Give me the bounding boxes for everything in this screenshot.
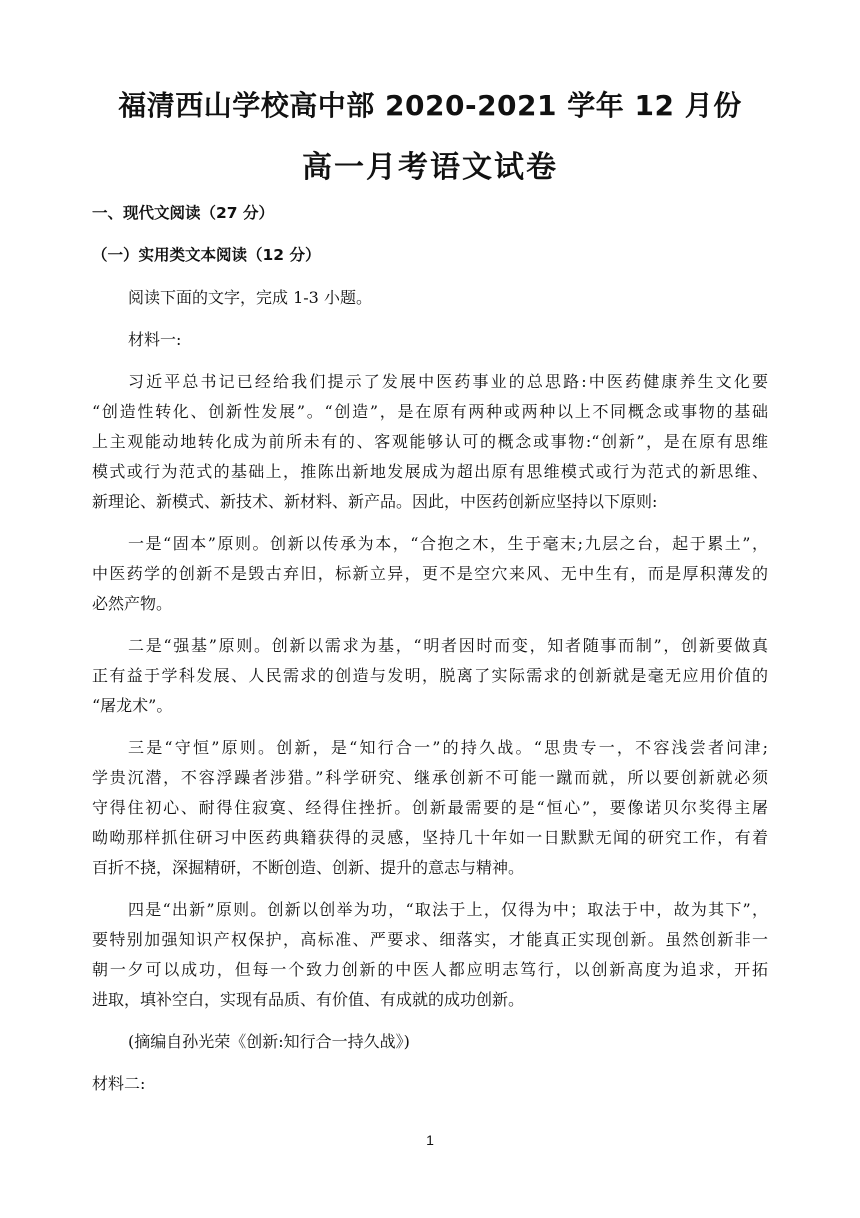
paragraph-line: 学贵沉潜，不容浮躁者涉猎。”科学研究、继承创新不可能一蹴而就，所以要创新就必须	[92, 768, 768, 787]
material1-label: 材料一:	[128, 330, 182, 349]
paragraph-line: 习近平总书记已经给我们提示了发展中医药事业的总思路:中医药健康养生文化要	[128, 372, 768, 391]
paragraph-line: 朝一夕可以成功，但每一个致力创新的中医人都应明志笃行，以创新高度为追求，开拓	[92, 960, 768, 979]
paragraph-line: 上主观能动地转化成为前所未有的、客观能够认可的概念或事物:“创新”，是在原有思维	[92, 432, 768, 451]
page-number: 1	[426, 1132, 434, 1148]
exam-title-line2: 高一月考语文试卷	[302, 150, 558, 185]
paragraph-line: 要特别加强知识产权保护，高标准、严要求、细落实，才能真正实现创新。虽然创新非一	[92, 930, 768, 949]
paragraph-line: 新理论、新模式、新技术、新材料、新产品。因此，中医药创新应坚持以下原则:	[92, 492, 658, 511]
paragraph-line: 守得住初心、耐得住寂寞、经得住挫折。创新最需要的是“恒心”，要像诺贝尔奖得主屠	[92, 798, 768, 817]
source-citation: (摘编自孙光荣《创新:知行合一持久战》)	[128, 1032, 410, 1051]
paragraph-line: 呦呦那样抓住研习中医药典籍获得的灵感，坚持几十年如一日默默无闻的研究工作，有着	[92, 828, 768, 847]
paragraph-line: 正有益于学科发展、人民需求的创造与发明，脱离了实际需求的创新就是毫无应用价值的	[92, 666, 768, 685]
section-heading-modern-reading: 一、现代文阅读（27 分）	[92, 204, 274, 222]
paragraph-line: 进取，填补空白，实现有品质、有价值、有成就的成功创新。	[92, 990, 525, 1009]
paragraph-line: 中医药学的创新不是毁古弃旧，标新立异，更不是空穴来风、无中生有，而是厚积薄发的	[92, 564, 768, 583]
paragraph-line: “屠龙术”。	[92, 696, 173, 715]
paragraph-line: “创造性转化、创新性发展”。“创造”，是在原有两种或两种以上不同概念或事物的基础	[92, 402, 768, 421]
paragraph-line: 四是“出新”原则。创新以创举为功，“取法于上，仅得为中；取法于中，故为其下”，	[128, 900, 768, 919]
paragraph-line: 百折不挠，深掘精研，不断创造、创新、提升的意志与精神。	[92, 858, 525, 877]
paragraph-line: 必然产物。	[92, 594, 173, 613]
exam-title-line1: 福清西山学校高中部 2020-2021 学年 12 月份	[118, 89, 742, 122]
paragraph-line: 一是“固本”原则。创新以传承为本，“合抱之木，生于毫末;九层之台，起于累土”，	[128, 534, 768, 553]
paragraph-line: 三是“守恒”原则。创新，是“知行合一”的持久战。“思贵专一，不容浅尝者问津;	[128, 738, 768, 757]
paragraph-line: 二是“强基”原则。创新以需求为基，“明者因时而变，知者随事而制”，创新要做真	[128, 636, 768, 655]
instruction-text: 阅读下面的文字，完成 1-3 小题。	[128, 288, 372, 307]
material2-label: 材料二:	[92, 1074, 146, 1093]
paragraph-line: 模式或行为范式的基础上，推陈出新地发展成为超出原有思维模式或行为范式的新思维、	[92, 462, 768, 481]
subsection-heading-practical-text: （一）实用类文本阅读（12 分）	[92, 246, 321, 264]
